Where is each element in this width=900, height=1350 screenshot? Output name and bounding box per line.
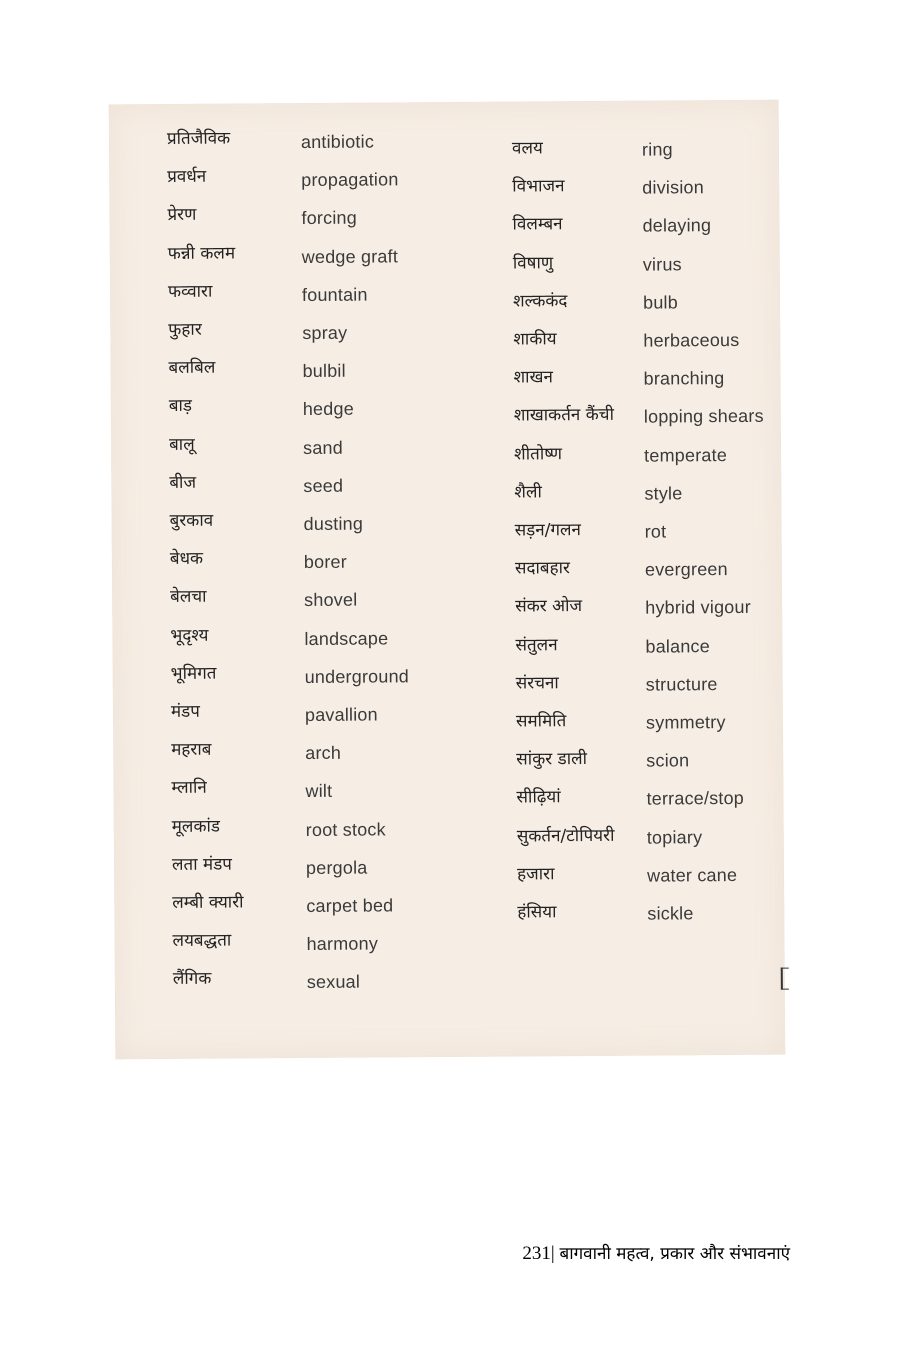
english-term: sand	[303, 437, 343, 458]
hindi-term: शाखाकर्तन कैंची	[513, 405, 615, 426]
hindi-term: शैली	[514, 482, 542, 503]
english-term: delaying	[642, 215, 712, 237]
english-term: borer	[303, 551, 347, 573]
hindi-term: मंडप	[170, 701, 200, 722]
hindi-term: विलम्बन	[512, 214, 563, 235]
english-term: root stock	[305, 819, 386, 840]
english-term: scion	[646, 750, 690, 771]
hindi-term: म्लानि	[171, 778, 207, 799]
english-term: pergola	[305, 857, 368, 878]
english-term: evergreen	[644, 559, 728, 580]
hindi-term: सांकुर डाली	[516, 749, 588, 770]
hindi-term: हजारा	[516, 864, 555, 885]
hindi-term: बुरकाव	[169, 510, 214, 531]
hindi-term: सदाबहार	[514, 558, 571, 579]
hindi-term: शल्ककंद	[512, 290, 568, 312]
english-term: antibiotic	[300, 131, 375, 153]
english-term: wilt	[305, 781, 333, 802]
english-term: ring	[641, 139, 673, 160]
english-term: bulb	[643, 292, 678, 313]
english-term: division	[642, 177, 704, 198]
english-term: carpet bed	[306, 895, 394, 916]
english-term: style	[644, 483, 683, 504]
hindi-term: फुहार	[168, 319, 202, 340]
hindi-term: विभाजन	[512, 176, 565, 197]
english-term: branching	[643, 368, 725, 389]
english-term: hybrid vigour	[645, 597, 751, 619]
hindi-term: सममिति	[515, 711, 567, 732]
hindi-term: बेलचा	[170, 587, 207, 608]
english-term: harmony	[306, 933, 379, 955]
english-term: symmetry	[645, 712, 726, 733]
hindi-term: सड़न/गलन	[514, 520, 582, 541]
english-term: terrace/stop	[646, 788, 745, 810]
hindi-term: लता मंडप	[171, 854, 233, 875]
hindi-term: शाकीय	[513, 329, 557, 350]
english-term: hedge	[302, 399, 354, 420]
hindi-term: भूदृश्य	[170, 625, 209, 646]
book-title: बागवानी महत्व, प्रकार और संभावनाएं	[559, 1244, 790, 1264]
english-term: fountain	[301, 284, 368, 305]
edge-bracket-mark	[781, 968, 789, 990]
page-footer	[522, 1241, 790, 1265]
hindi-term: फन्नी कलम	[167, 243, 236, 264]
english-term: temperate	[644, 444, 728, 466]
hindi-term: संकर ओज	[515, 596, 583, 617]
english-term: sickle	[647, 903, 694, 924]
english-term: propagation	[301, 169, 399, 191]
english-term: herbaceous	[643, 329, 740, 351]
hindi-term: शीतोष्ण	[514, 443, 563, 465]
hindi-term: मूलकांड	[171, 816, 221, 837]
english-term: dusting	[303, 513, 364, 534]
hindi-term: लयबद्धता	[172, 930, 232, 952]
english-term: seed	[303, 475, 344, 496]
hindi-term: विषाणु	[512, 252, 554, 274]
hindi-term: भूमिगत	[170, 663, 217, 684]
english-term: forcing	[301, 208, 357, 229]
english-term: landscape	[304, 628, 389, 649]
english-term: underground	[304, 666, 410, 687]
hindi-term: बाड़	[168, 396, 193, 417]
hindi-term: प्रवर्धन	[167, 166, 207, 188]
hindi-term: संरचना	[515, 673, 559, 694]
page-number: 231|	[522, 1243, 555, 1264]
hindi-term: प्रेरण	[167, 205, 197, 226]
hindi-term: सुकर्तन/टोपियरी	[516, 825, 615, 847]
scanned-glossary-page	[109, 100, 786, 1060]
english-term: balance	[645, 635, 710, 657]
english-term: sexual	[306, 972, 361, 993]
hindi-term: संतुलन	[515, 634, 558, 656]
english-term: water cane	[647, 864, 738, 886]
english-term: arch	[305, 742, 342, 764]
english-term: bulbil	[302, 360, 346, 382]
hindi-term: बीज	[169, 472, 197, 493]
hindi-term: महराब	[171, 739, 212, 761]
hindi-term: वलय	[511, 138, 543, 159]
hindi-term: फव्वारा	[167, 281, 213, 302]
hindi-term: हंसिया	[517, 902, 557, 923]
english-term: lopping shears	[643, 406, 764, 428]
hindi-term: सीढ़ियां	[516, 787, 561, 808]
hindi-term: बालू	[168, 434, 195, 455]
hindi-term: शाखन	[513, 367, 553, 388]
hindi-term: लैंगिक	[172, 969, 212, 990]
english-term: topiary	[646, 826, 703, 848]
english-term: shovel	[304, 590, 358, 611]
hindi-term: बेधक	[169, 548, 204, 570]
english-term: pavallion	[304, 704, 378, 725]
hindi-term: लम्बी क्यारी	[172, 892, 244, 913]
hindi-term: बलबिल	[168, 357, 216, 379]
hindi-term: प्रतिजैविक	[166, 128, 231, 149]
english-term: virus	[642, 253, 682, 275]
english-term: wedge graft	[301, 245, 399, 267]
english-term: rot	[644, 521, 667, 542]
english-term: spray	[302, 322, 348, 344]
english-term: structure	[645, 673, 718, 695]
